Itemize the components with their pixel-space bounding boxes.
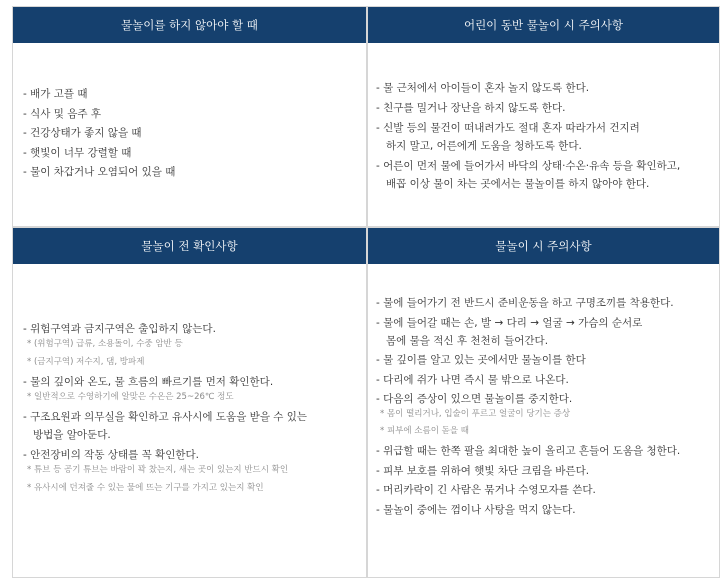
list-item: - 배가 고플 때 bbox=[23, 88, 88, 100]
list-note: * 튜브 등 공기 튜브는 바람이 꽉 찼는지, 새는 곳이 있는지 반드시 확인 bbox=[27, 464, 289, 475]
panel-title: 물놀이 시 주의사항 bbox=[368, 228, 719, 264]
list-item: - 물의 깊이와 온도, 물 흐름의 빠르기를 먼저 확인한다. bbox=[23, 376, 274, 388]
list-item: - 물놀이 중에는 껌이나 사탕을 먹지 않는다. bbox=[376, 503, 576, 516]
list-item: - 다리에 쥐가 나면 즉시 물 밖으로 나온다. bbox=[376, 373, 569, 386]
list-item-continuation: 방법을 알아둔다. bbox=[33, 429, 111, 441]
panel-title: 물놀이 전 확인사항 bbox=[13, 228, 366, 264]
kids-list bbox=[376, 81, 680, 197]
list-item: - 물에 들어갈 때는 손, 발 → 다리 → 얼굴 → 가슴의 순서로 bbox=[376, 316, 643, 329]
list-item: - 건강상태가 좋지 않을 때 bbox=[23, 127, 142, 139]
list-item: - 신발 등의 물건이 떠내려가도 절대 혼자 따라가서 건지려 bbox=[376, 122, 640, 134]
list-item-continuation: 배꼽 이상 물이 차는 곳에서는 물놀이를 하지 않아야 한다. bbox=[386, 178, 650, 190]
panel-title: 물놀이를 하지 않아야 할 때 bbox=[13, 7, 366, 43]
during-list bbox=[376, 296, 680, 522]
list-item: - 물이 차갑거나 오염되어 있을 때 bbox=[23, 166, 176, 178]
list-item: - 위급할 때는 한쪽 팔을 최대한 높이 올리고 흔들어 도움을 청한다. bbox=[376, 445, 681, 457]
list-item: - 친구를 밀거나 장난을 하지 않도록 한다. bbox=[376, 102, 566, 114]
list-note: * (위험구역) 급류, 소용돌이, 수중 암반 등 bbox=[27, 339, 183, 349]
list-item-continuation: 하지 말고, 어른에게 도움을 청하도록 한다. bbox=[386, 140, 582, 152]
list-item: - 햇빛이 너무 강렬할 때 bbox=[23, 146, 132, 159]
list-item: - 위험구역과 금지구역은 출입하지 않는다. bbox=[23, 323, 216, 335]
list-item: - 식사 및 음주 후 bbox=[23, 107, 101, 120]
panel-during bbox=[367, 227, 720, 578]
list-item: - 물 근처에서 아이들이 혼자 놀지 않도록 한다. bbox=[376, 82, 590, 94]
before-list bbox=[23, 322, 307, 501]
list-note: * 일반적으로 수영하기에 알맞은 수온은 25~26℃ 정도 bbox=[27, 392, 234, 402]
panel-before bbox=[12, 227, 367, 578]
list-item: - 물 깊이를 알고 있는 곳에서만 물놀이를 한다 bbox=[376, 354, 586, 366]
panel-kids bbox=[367, 6, 720, 227]
list-item: - 어른이 먼저 물에 들어가서 바닥의 상태·수온·유속 등을 확인하고, bbox=[376, 160, 681, 172]
list-item: - 구조요원과 의무실을 확인하고 유사시에 도움을 받을 수 있는 bbox=[23, 411, 308, 423]
panel-title: 어린이 동반 물놀이 시 주의사항 bbox=[368, 7, 719, 43]
no-swim-list bbox=[23, 87, 175, 185]
list-note: * 피부에 소름이 돋을 때 bbox=[380, 426, 469, 436]
list-note: * 몸이 떨리거나, 입술이 푸르고 얼굴이 당기는 증상 bbox=[380, 409, 571, 419]
panel-no-swim bbox=[12, 6, 367, 227]
list-note: * (금지구역) 저수지, 댐, 방파제 bbox=[27, 357, 145, 367]
list-item: - 안전장비의 작동 상태를 꼭 확인한다. bbox=[23, 448, 199, 461]
list-item: - 다음의 증상이 있으면 물놀이를 중지한다. bbox=[376, 393, 573, 405]
list-item: - 머리카락이 긴 사람은 묶거나 수영모자를 쓴다. bbox=[376, 484, 596, 496]
list-item: - 피부 보호를 위하여 햇빛 차단 크림을 바른다. bbox=[376, 464, 590, 477]
list-item-continuation: 몸에 물을 적신 후 천천히 들어간다. bbox=[386, 334, 549, 347]
list-item: - 물에 들어가기 전 반드시 준비운동을 하고 구명조끼를 착용한다. bbox=[376, 297, 674, 309]
list-note: * 유사시에 던져줄 수 있는 물에 뜨는 기구를 가지고 있는지 확인 bbox=[27, 482, 264, 493]
